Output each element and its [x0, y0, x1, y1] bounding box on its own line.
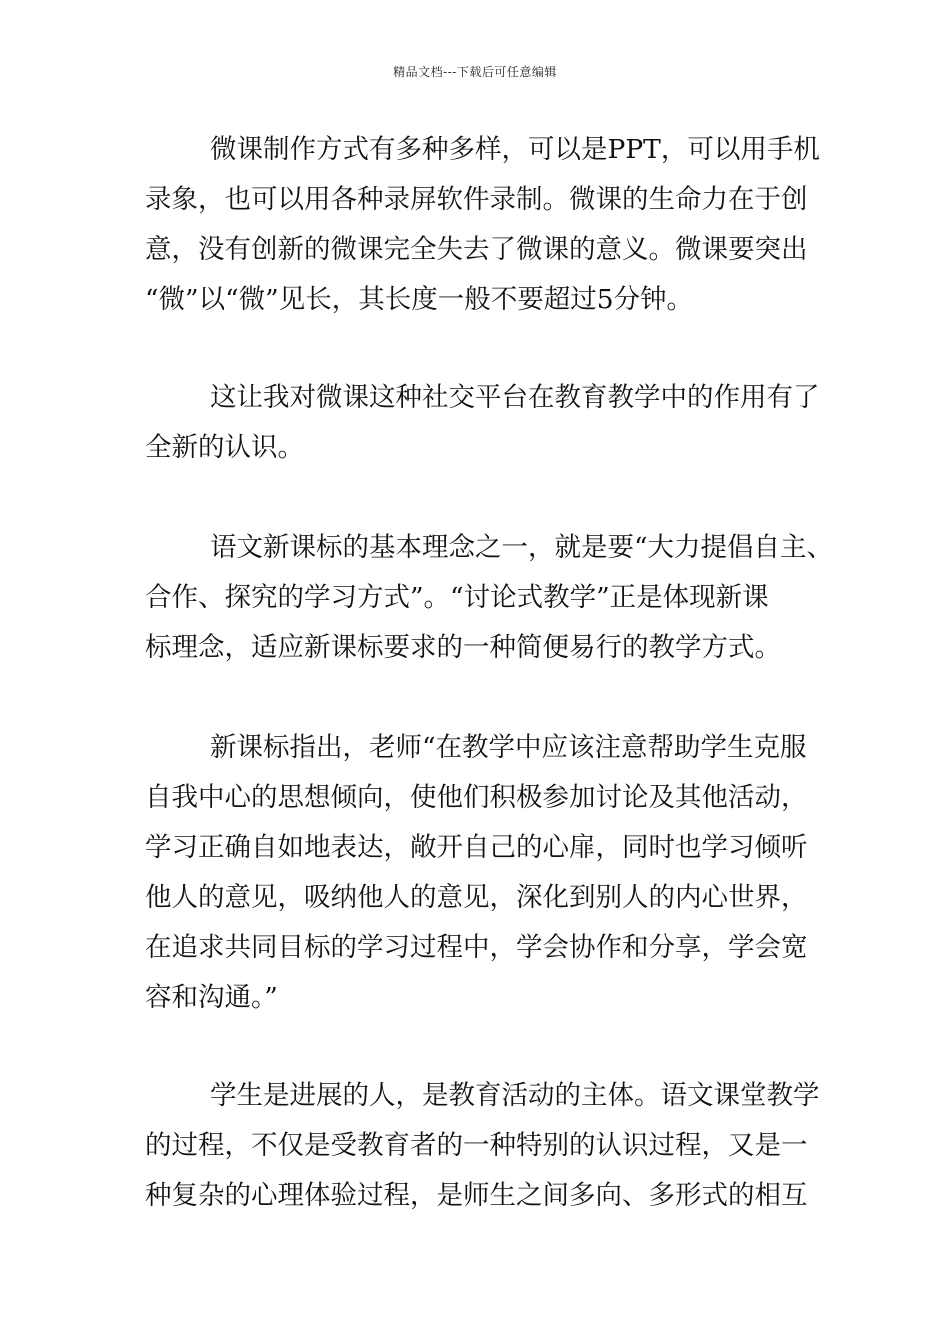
paragraph-5-line-3: 种复杂的心理体验过程，是师生之间多向、多形式的相互: [145, 1180, 808, 1211]
paragraph-5-line-1: 学生是进展的人，是教育活动的主体。语文课堂教学: [210, 1080, 820, 1111]
paragraph-4-line-2: 自我中心的思想倾向，使他们积极参加讨论及其他活动，: [145, 782, 808, 813]
paragraph-2-line-1: 这让我对微课这种社交平台在教育教学中的作用有了: [210, 382, 820, 413]
paragraph-4-line-4: 他人的意见，吸纳他人的意见，深化到别人的内心世界，: [145, 882, 808, 913]
paragraph-3-line-2: 合作、探究的学习方式”。“讨论式教学”正是体现新课: [145, 582, 769, 613]
paragraph-3-line-3: 标理念，适应新课标要求的一种简便易行的教学方式。: [145, 632, 781, 663]
paragraph-3-line-1: 语文新课标的基本理念之一，就是要“大力提倡自主、: [210, 532, 834, 563]
page-header: 精品文档---下载后可任意编辑: [393, 65, 557, 79]
paragraph-4-line-3: 学习正确自如地表达，敞开自己的心扉，同时也学习倾听: [145, 832, 808, 863]
paragraph-4-line-6: 容和沟通。”: [145, 982, 278, 1013]
paragraph-2-line-2: 全新的认识。: [145, 432, 304, 463]
paragraph-4-line-1: 新课标指出，老师“在教学中应该注意帮助学生克服: [210, 732, 807, 763]
paragraph-4-line-5: 在追求共同目标的学习过程中，学会协作和分享，学会宽: [145, 932, 808, 963]
paragraph-5-line-2: 的过程，不仅是受教育者的一种特别的认识过程，又是一: [145, 1130, 808, 1161]
paragraph-1-line-4: “微”以“微”见长，其长度一般不要超过5分钟。: [145, 284, 694, 315]
paragraph-1-line-3: 意，没有创新的微课完全失去了微课的意义。微课要突出: [145, 234, 808, 265]
paragraph-1-line-1: 微课制作方式有多种多样，可以是PPT，可以用手机: [210, 134, 820, 165]
paragraph-1-line-2: 录象，也可以用各种录屏软件录制。微课的生命力在于创: [145, 184, 808, 215]
